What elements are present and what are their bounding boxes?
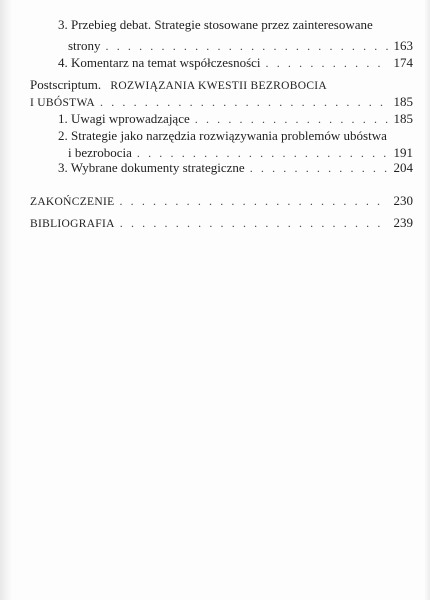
toc-bibliografia [30,215,413,232]
toc-zakonczenie [30,193,413,210]
toc-bibliografia-title: BIBLIOGRAFIA [30,218,115,230]
toc-zakonczenie-title: ZAKOŃCZENIE [30,196,115,208]
leader-dots [120,215,388,231]
toc-entry-4 [58,55,413,71]
toc-ps-entry-2-line2: i bezrobocia [68,145,132,160]
toc-entry-3-line2: strony [68,38,101,53]
postscriptum-title-line2: I UBÓSTWA [30,97,95,109]
toc-ps-entry-2 [68,145,413,161]
leader-dots [250,160,388,176]
toc-ps-entry-1 [58,111,413,127]
leader-dots [266,55,388,71]
toc-ps-entry-2-page: 191 [393,145,413,160]
toc-ps-entry-3-page: 204 [393,160,413,175]
toc-entry-4-page: 174 [393,55,413,70]
toc-zakonczenie-page: 230 [393,193,413,208]
toc-postscriptum [30,94,413,111]
toc-entry-3-page: 163 [393,38,413,53]
page-edge-shadow-right [424,0,430,600]
leader-dots [106,38,388,54]
leader-dots [137,145,388,161]
leader-dots [195,111,388,127]
toc-ps-entry-3-title: 3. Wybrane dokumenty strategiczne [58,160,245,175]
page-edge-shadow-left [0,0,12,600]
toc-ps-entry-1-page: 185 [393,111,413,126]
toc-ps-entry-2-line1: 2. Strategie jako narzędzia rozwiązywania problemów ubóstwa [58,128,387,143]
toc-bibliografia-page: 239 [393,215,413,230]
toc-entry-4-title: 4. Komentarz na temat współczesności [58,55,261,70]
postscriptum-label: Postscriptum. [30,77,102,92]
toc-entry-3-line1: 3. Przebieg debat. Strategie stosowane przez zainteresowane [58,17,373,32]
postscriptum-title-line1: ROZWIĄZANIA KWESTII BEZROBOCIA [110,80,328,92]
leader-dots [119,193,387,209]
toc-ps-entry-3 [58,160,413,176]
leader-dots [100,94,388,110]
toc-postscriptum-page: 185 [393,94,413,109]
toc-entry-3 [68,38,413,54]
toc-ps-entry-1-title: 1. Uwagi wprowadzające [58,111,190,126]
toc-postscriptum-line1 [30,77,327,94]
